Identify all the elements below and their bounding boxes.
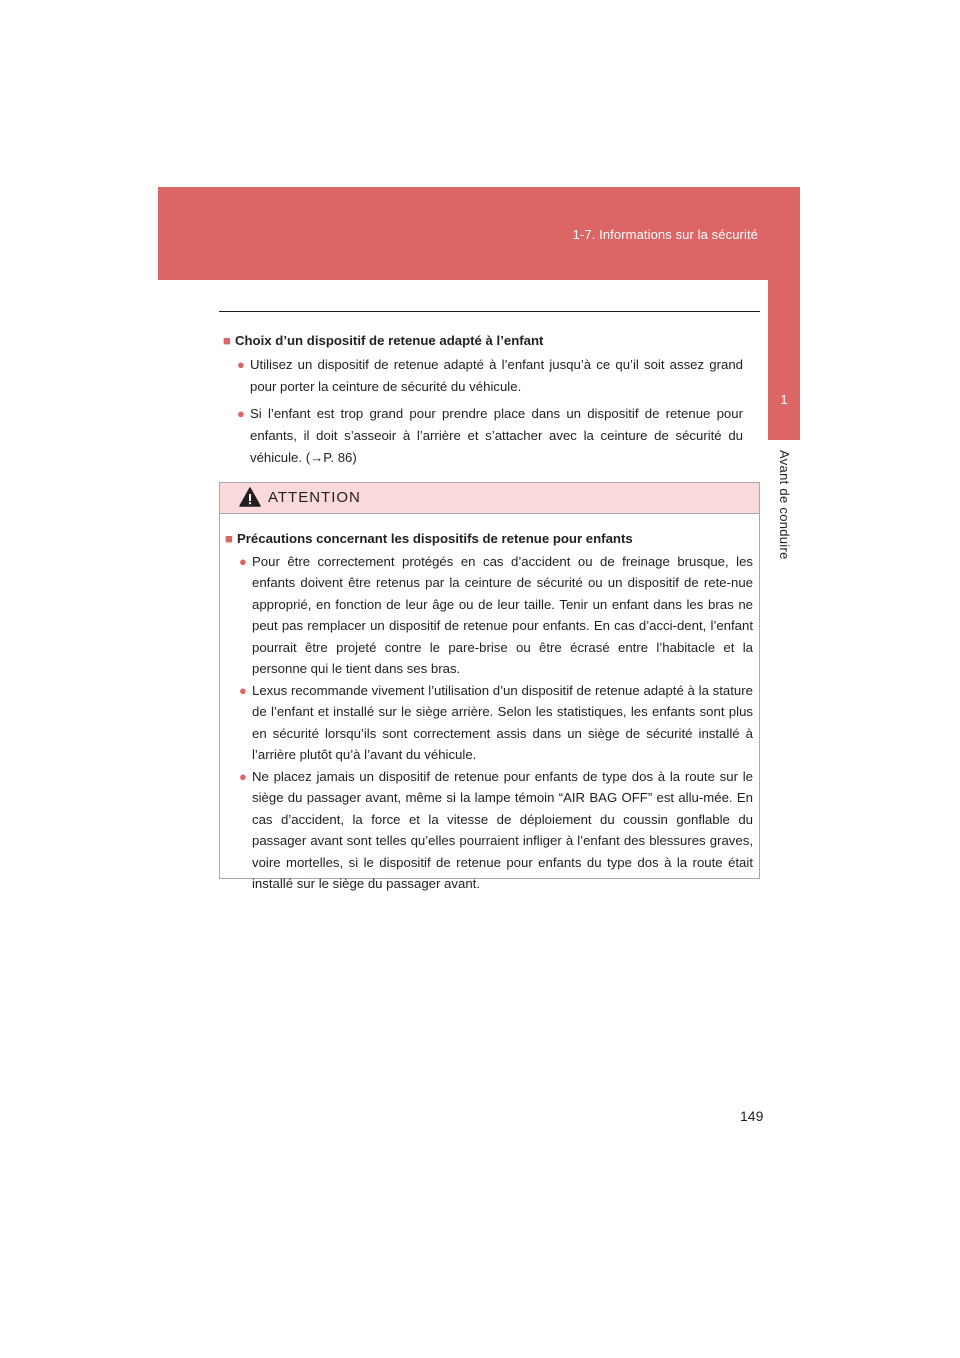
chapter-number: 1 bbox=[780, 392, 788, 407]
main-section bbox=[219, 330, 760, 474]
section-subhead bbox=[223, 330, 760, 352]
list-item-text: Lexus recommande vivement l’utilisation d’un dispositif de retenue adapté à la stature de l’enfant et installé sur le siège arrière. Selon les statistiques, les enfants sont plus en sécurité lorsqu’ils sont correctement assis dans un siège de sécurité installé à l’arrière plutôt qu’à l’avant du véhicule. bbox=[252, 682, 753, 762]
list-item bbox=[219, 354, 760, 398]
round-bullet-icon: ● bbox=[239, 768, 247, 784]
page-number: 149 bbox=[740, 1108, 764, 1124]
section-subhead-text: Choix d’un dispositif de retenue adapté à l’enfant bbox=[234, 333, 544, 348]
round-bullet-icon: ● bbox=[237, 357, 245, 372]
list-item bbox=[219, 403, 760, 469]
caution-subhead bbox=[225, 528, 753, 550]
round-bullet-icon: ● bbox=[239, 553, 247, 569]
list-item bbox=[220, 551, 753, 680]
list-item-text: Pour être correctement protégés en cas d’accident ou de freinage brusque, les enfants doivent être retenus par la ceinture de sécurité ou un dispositif de rete-nue approprié, en fonction de leur âge ou de leur taille. Tenir un enfant dans les bras ne peut pas remplacer un dispositif de retenue pour enfants. En cas d’acci-dent, l’enfant pourrait être projeté contre le pare-brise ou être écrasé entre l’habitacle et la personne qui le tient dans ses bras. bbox=[252, 553, 753, 676]
caution-title: ATTENTION bbox=[268, 489, 361, 506]
caution-box bbox=[219, 482, 760, 891]
square-bullet-icon: ■ bbox=[223, 333, 231, 348]
warning-triangle-icon bbox=[239, 487, 261, 507]
round-bullet-icon: ● bbox=[239, 682, 247, 698]
caution-header bbox=[220, 483, 759, 514]
header-band bbox=[158, 187, 800, 280]
list-item-text: Ne placez jamais un dispositif de retenue pour enfants de type dos à la route sur le siège du passager avant, même si la lampe témoin “AIR BAG OFF” est allu-mée. En cas d’accident, la force et la vitesse de déploiement du coussin gonflable du passager avant sont telles qu’elles pourraient infliger à l’enfant des blessures graves, voire mortelles, si le dispositif de retenue pour enfants du type dos à la route était installé sur le siège du passager avant. bbox=[252, 768, 753, 891]
caution-subhead-text: Précautions concernant les dispositifs de retenue pour enfants bbox=[236, 531, 633, 546]
chapter-tab bbox=[768, 280, 800, 440]
list-item-text: Si l’enfant est trop grand pour prendre place dans un dispositif de retenue pour enfants, il doit s’asseoir à l’arrière et s’attacher avec la ceinture de sécurité du véhicule. (→P. 86) bbox=[250, 406, 743, 465]
list-item bbox=[220, 766, 753, 895]
square-bullet-icon: ■ bbox=[225, 531, 233, 546]
caution-body bbox=[220, 514, 759, 895]
list-item bbox=[220, 680, 753, 766]
section-title: 1-7. Informations sur la sécurité bbox=[572, 227, 758, 242]
chapter-label: Avant de conduire bbox=[777, 450, 792, 560]
list-item-text: Utilisez un dispositif de retenue adapté à l’enfant jusqu’à ce qu’il soit assez grand pour porter la ceinture de sécurité du véhicule. bbox=[250, 357, 743, 394]
top-divider bbox=[219, 311, 760, 312]
round-bullet-icon: ● bbox=[237, 406, 245, 421]
